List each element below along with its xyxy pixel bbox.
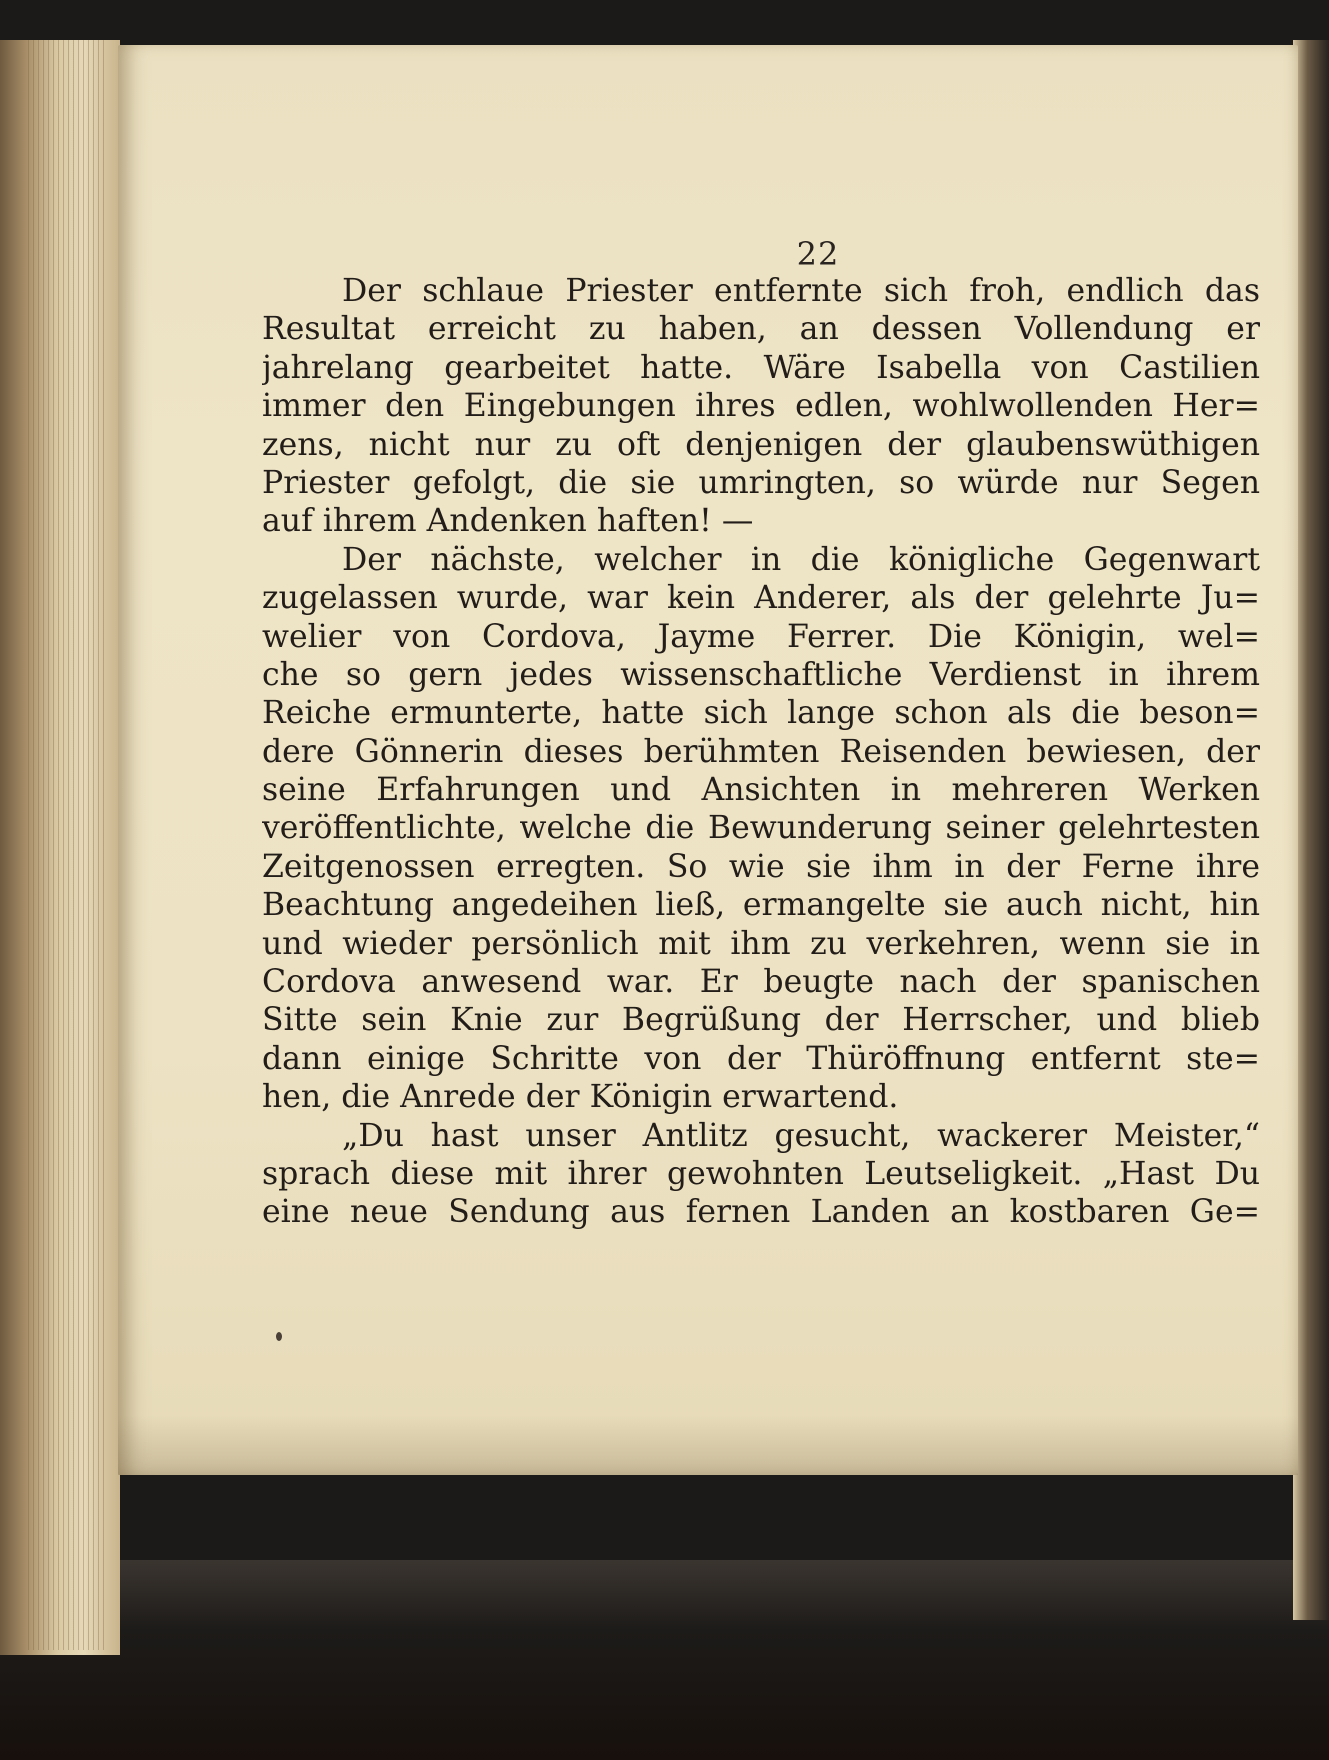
text-line: veröffentlichte, welche die Bewunderung seiner gelehrtesten	[262, 810, 1260, 847]
text-line: seine Erfahrungen und Ansichten in mehreren Werken	[262, 772, 1260, 809]
text-line: Der nächste, welcher in die königliche Gegenwart	[342, 541, 1260, 578]
text-line: Reiche ermunterte, hatte sich lange schon als die beson=	[262, 695, 1260, 732]
text-line: hen, die Anrede der Königin erwartend.	[262, 1079, 899, 1116]
text-line: Zeitgenossen erregten. So wie sie ihm in der Ferne ihre	[262, 848, 1260, 885]
text-line: eine neue Sendung aus fernen Landen an kostbaren Ge=	[262, 1194, 1260, 1231]
text-line: zugelassen wurde, war kein Anderer, als der gelehrte Ju=	[262, 580, 1260, 617]
text-line: Beachtung angedeihen ließ, ermangelte sie auch nicht, hin	[262, 887, 1260, 924]
text-line: Sitte sein Knie zur Begrüßung der Herrscher, und blieb	[262, 1002, 1260, 1039]
text-line: Resultat erreicht zu haben, an dessen Vollendung er	[262, 311, 1260, 348]
text-line: welier von Cordova, Jayme Ferrer. Die Königin, wel=	[262, 618, 1260, 655]
text-line: Cordova anwesend war. Er beugte nach der spanischen	[262, 964, 1260, 1001]
text-line: Der schlaue Priester entfernte sich froh, endlich das	[342, 273, 1260, 309]
paper-speck	[276, 1332, 282, 1341]
text-line: che so gern jedes wissenschaftliche Verdienst in ihrem	[262, 656, 1260, 693]
text-line: jahrelang gearbeitet hatte. Wäre Isabella von Castilien	[262, 349, 1260, 386]
text-line: und wieder persönlich mit ihm zu verkehren, wenn sie in	[262, 925, 1260, 962]
right-cover-edge	[1293, 40, 1329, 1620]
text-line: immer den Eingebungen ihres edlen, wohlwollenden Her=	[262, 388, 1260, 425]
text-line: „Du hast unser Antlitz gesucht, wackerer Meister,“	[342, 1117, 1260, 1154]
text-line: zens, nicht nur zu oft denjenigen der glaubenswüthigen	[262, 426, 1260, 463]
page-number: 22	[796, 235, 840, 273]
text-line: dere Gönnerin dieses berühmten Reisenden bewiesen, der	[262, 733, 1260, 770]
body-text	[262, 272, 1260, 1232]
text-line: sprach diese mit ihrer gewohnten Leutseligkeit. „Hast Du	[262, 1155, 1260, 1192]
left-page-stack-lines	[28, 40, 108, 1650]
book-cover-bottom	[0, 1560, 1329, 1760]
text-line: auf ihrem Andenken haften! —	[262, 503, 754, 540]
text-line: Priester gefolgt, die sie umringten, so würde nur Segen	[262, 464, 1260, 501]
text-line: dann einige Schritte von der Thüröffnung entfernt ste=	[262, 1040, 1260, 1077]
